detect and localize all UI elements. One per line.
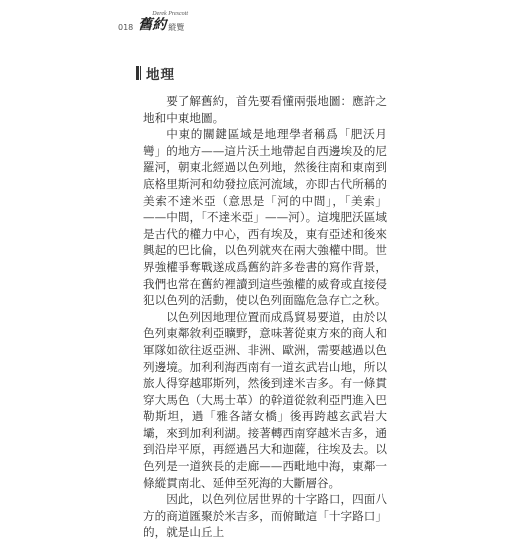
paragraph: 以色列因地理位置而成爲貿易要道，由於以色列東鄰敘利亞曠野，意味著從東方來的商人和軍隊如欲往返亞洲、非洲、歐洲，需要越過以色列邊境。加利利海西南有一道玄武岩山地，所以旅人得穿越耶斯列，然後到達米吉多。有一條貫穿大馬色（大馬士革）的幹道從敘利亞門進入巴勒斯坦，過「雅各諸女橋」後再跨越玄武岩大壩，來到加利利湖。接著轉西南穿越米吉多，通到沿岸平原，再經過呂大和迦薩，往埃及去。以色列是一道狹長的走廊——西毗地中海，東鄰一條縱貫南北、延伸至死海的大斷層谷。	[143, 309, 387, 490]
section-heading	[136, 63, 175, 83]
paragraph: 因此，以色列位居世界的十字路口，四面八方的商道匯聚於米吉多，而俯瞰這「十字路口」的，就是山丘上	[143, 492, 387, 540]
heading-bar-thick	[136, 66, 139, 80]
paragraph: 中東的關鍵區域是地理學者稱爲「肥沃月彎」的地方——這片沃土地帶起自西邊埃及的尼羅河，朝東北經過以色列地，然後往南和東南到底格里斯河和幼發拉底河流域，亦即古代所稱的美索不達米亞（意思是「河的中間」，「美索」——中間，「不達米亞」——河）。這塊肥沃區域是古代的權力中心，西有埃及，東有亞述和後來興起的巴比倫，以色列就夾在兩大強權中間。世界強權爭奪戰遂成爲舊約許多卷書的寫作背景，我們也常在舊約裡讀到這些強權的威脅或直接侵犯以色列的活動，使以色列面臨危急存亡之秋。	[143, 127, 387, 308]
book-subtitle: 縱覽	[168, 23, 185, 32]
running-header	[118, 11, 188, 32]
book-brand	[138, 11, 188, 32]
page-number: 018	[118, 23, 134, 32]
section-title: 地理	[146, 67, 175, 83]
book-title-row	[138, 18, 188, 32]
book-title: 舊約	[138, 17, 167, 33]
body-text	[143, 93, 387, 541]
book-title-english: Derek Prescott	[152, 11, 188, 17]
heading-bar-thin	[140, 66, 141, 80]
paragraph: 要了解舊約，首先要看懂兩張地圖：應許之地和中東地圖。	[143, 94, 387, 125]
